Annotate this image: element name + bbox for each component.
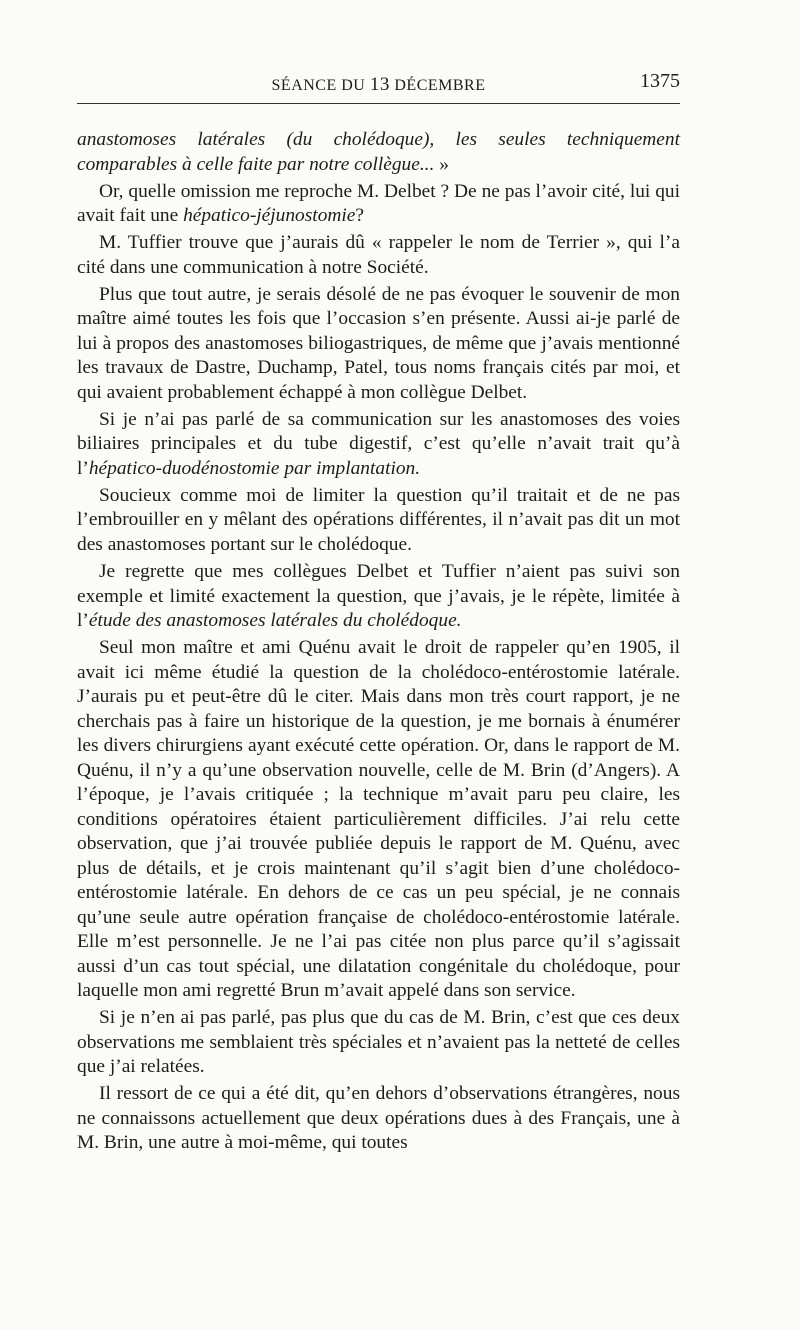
text-run: Seul mon maître et ami Quénu avait le droit de rappeler qu’en 1905, il avait ici même étudié la question de la cholédoco-entérostomie latérale. J’aurais pu et peut-être dû le citer. Mais dans mon très court rapport, je ne cherchais pas à faire un historique de la question, je me bornais à énumérer les divers chirurgiens ayant exécuté cette opération. Or, dans le rapport de M. Quénu, il n’y a qu’une observation nouvelle, celle de M. Brin (d’Angers). A l’époque, je l’avais critiquée ; la technique m’avait paru peu claire, les conditions opératoires étaient particulièrement difficiles. J’ai relu cette observation, que j’ai trouvée publiée depuis le rapport de M. Quénu, avec plus de détails, et je crois maintenant qu’il s’agit bien d’une cholédoco-entérostomie latérale. En dehors de ce cas un peu spécial, je ne connais qu’une seule autre opération française de cholédoco-entérostomie latérale. Elle m’est personnelle. Je ne l’ai pas citée non plus parce qu’il s’agissait aussi d’un cas tout spécial, une dilatation congénitale du cholédoque, pour laquelle mon ami regretté Brun m’avait appelé dans son service. — [77, 637, 680, 1002]
header-rule — [77, 103, 680, 104]
text-run: Plus que tout autre, je serais désolé de ne pas évoquer le souvenir de mon maître aimé toutes les fois que l’occasion s’en présente. Aussi ai-je parlé de lui à propos des anastomoses biliogastriques, de même que j’avais mentionné les travaux de Dastre, Duchamp, Patel, tous noms français cités par moi, et qui avaient probablement échappé à mon collègue Delbet. — [77, 283, 680, 403]
paragraph — [77, 283, 680, 406]
text-run: M. Tuffier trouve que j’aurais dû « rappeler le nom de Terrier », qui l’a cité dans une communication à notre Société. — [77, 232, 680, 278]
paragraph — [77, 1082, 680, 1156]
paragraph — [77, 180, 680, 229]
paragraph — [77, 484, 680, 558]
text-run: Si je n’en ai pas parlé, pas plus que du cas de M. Brin, c’est que ces deux observations me semblaient très spéciales et n’avaient pas la netteté de celles que j’ai relatées. — [77, 1007, 680, 1078]
page-header — [77, 70, 680, 100]
text-run: Soucieux comme moi de limiter la question qu’il traitait et de ne pas l’embrouiller en y mêlant des opérations différentes, il n’avait pas dit un mot des anastomoses portant sur le cholédoque. — [77, 484, 680, 555]
paragraph — [77, 1006, 680, 1080]
text-run: Si je n’ai pas parlé de sa communication sur les anastomoses des voies biliaires principales et du tube digestif, c’est qu’elle n’avait trait qu’à l’ — [77, 408, 680, 479]
text-run: Or, quelle omission me reproche M. Delbet ? De ne pas l’avoir cité, lui qui avait fait une — [77, 180, 680, 227]
text-run: » — [434, 153, 449, 175]
italic-text: anastomoses latérales (du cholédoque), les seules techniquement comparables à celle faite par notre collègue... — [77, 129, 680, 175]
running-head-date-number: 13 — [369, 74, 390, 95]
paragraph — [77, 128, 680, 177]
text-run: Je regrette que mes collègues Delbet et Tuffier n’aient pas suivi son exemple et limité exactement la question, que j’avais, je le répète, limitée à l’ — [77, 561, 680, 632]
italic-text: hépatico-jéjunostomie — [183, 205, 356, 227]
page-number: 1375 — [640, 70, 680, 92]
text-run: ? — [355, 205, 364, 227]
paragraph — [77, 560, 680, 634]
text-run: Il ressort de ce qui a été dit, qu’en dehors d’observations étrangères, nous ne connaissons actuellement que deux opérations dues à des Français, une à M. Brin, une autre à moi-même, qui toutes — [77, 1083, 680, 1154]
paragraph — [77, 231, 680, 280]
running-head-prefix: SÉANCE DU — [271, 77, 370, 94]
paragraph — [77, 636, 680, 1004]
italic-text: étude des anastomoses latérales du cholédoque. — [88, 610, 462, 632]
running-head-suffix: DÉCEMBRE — [389, 77, 486, 94]
paragraph — [77, 408, 680, 482]
body-text — [77, 128, 680, 1156]
running-head — [77, 74, 680, 96]
italic-text: hépatico-duodénostomie par implantation. — [88, 457, 421, 479]
